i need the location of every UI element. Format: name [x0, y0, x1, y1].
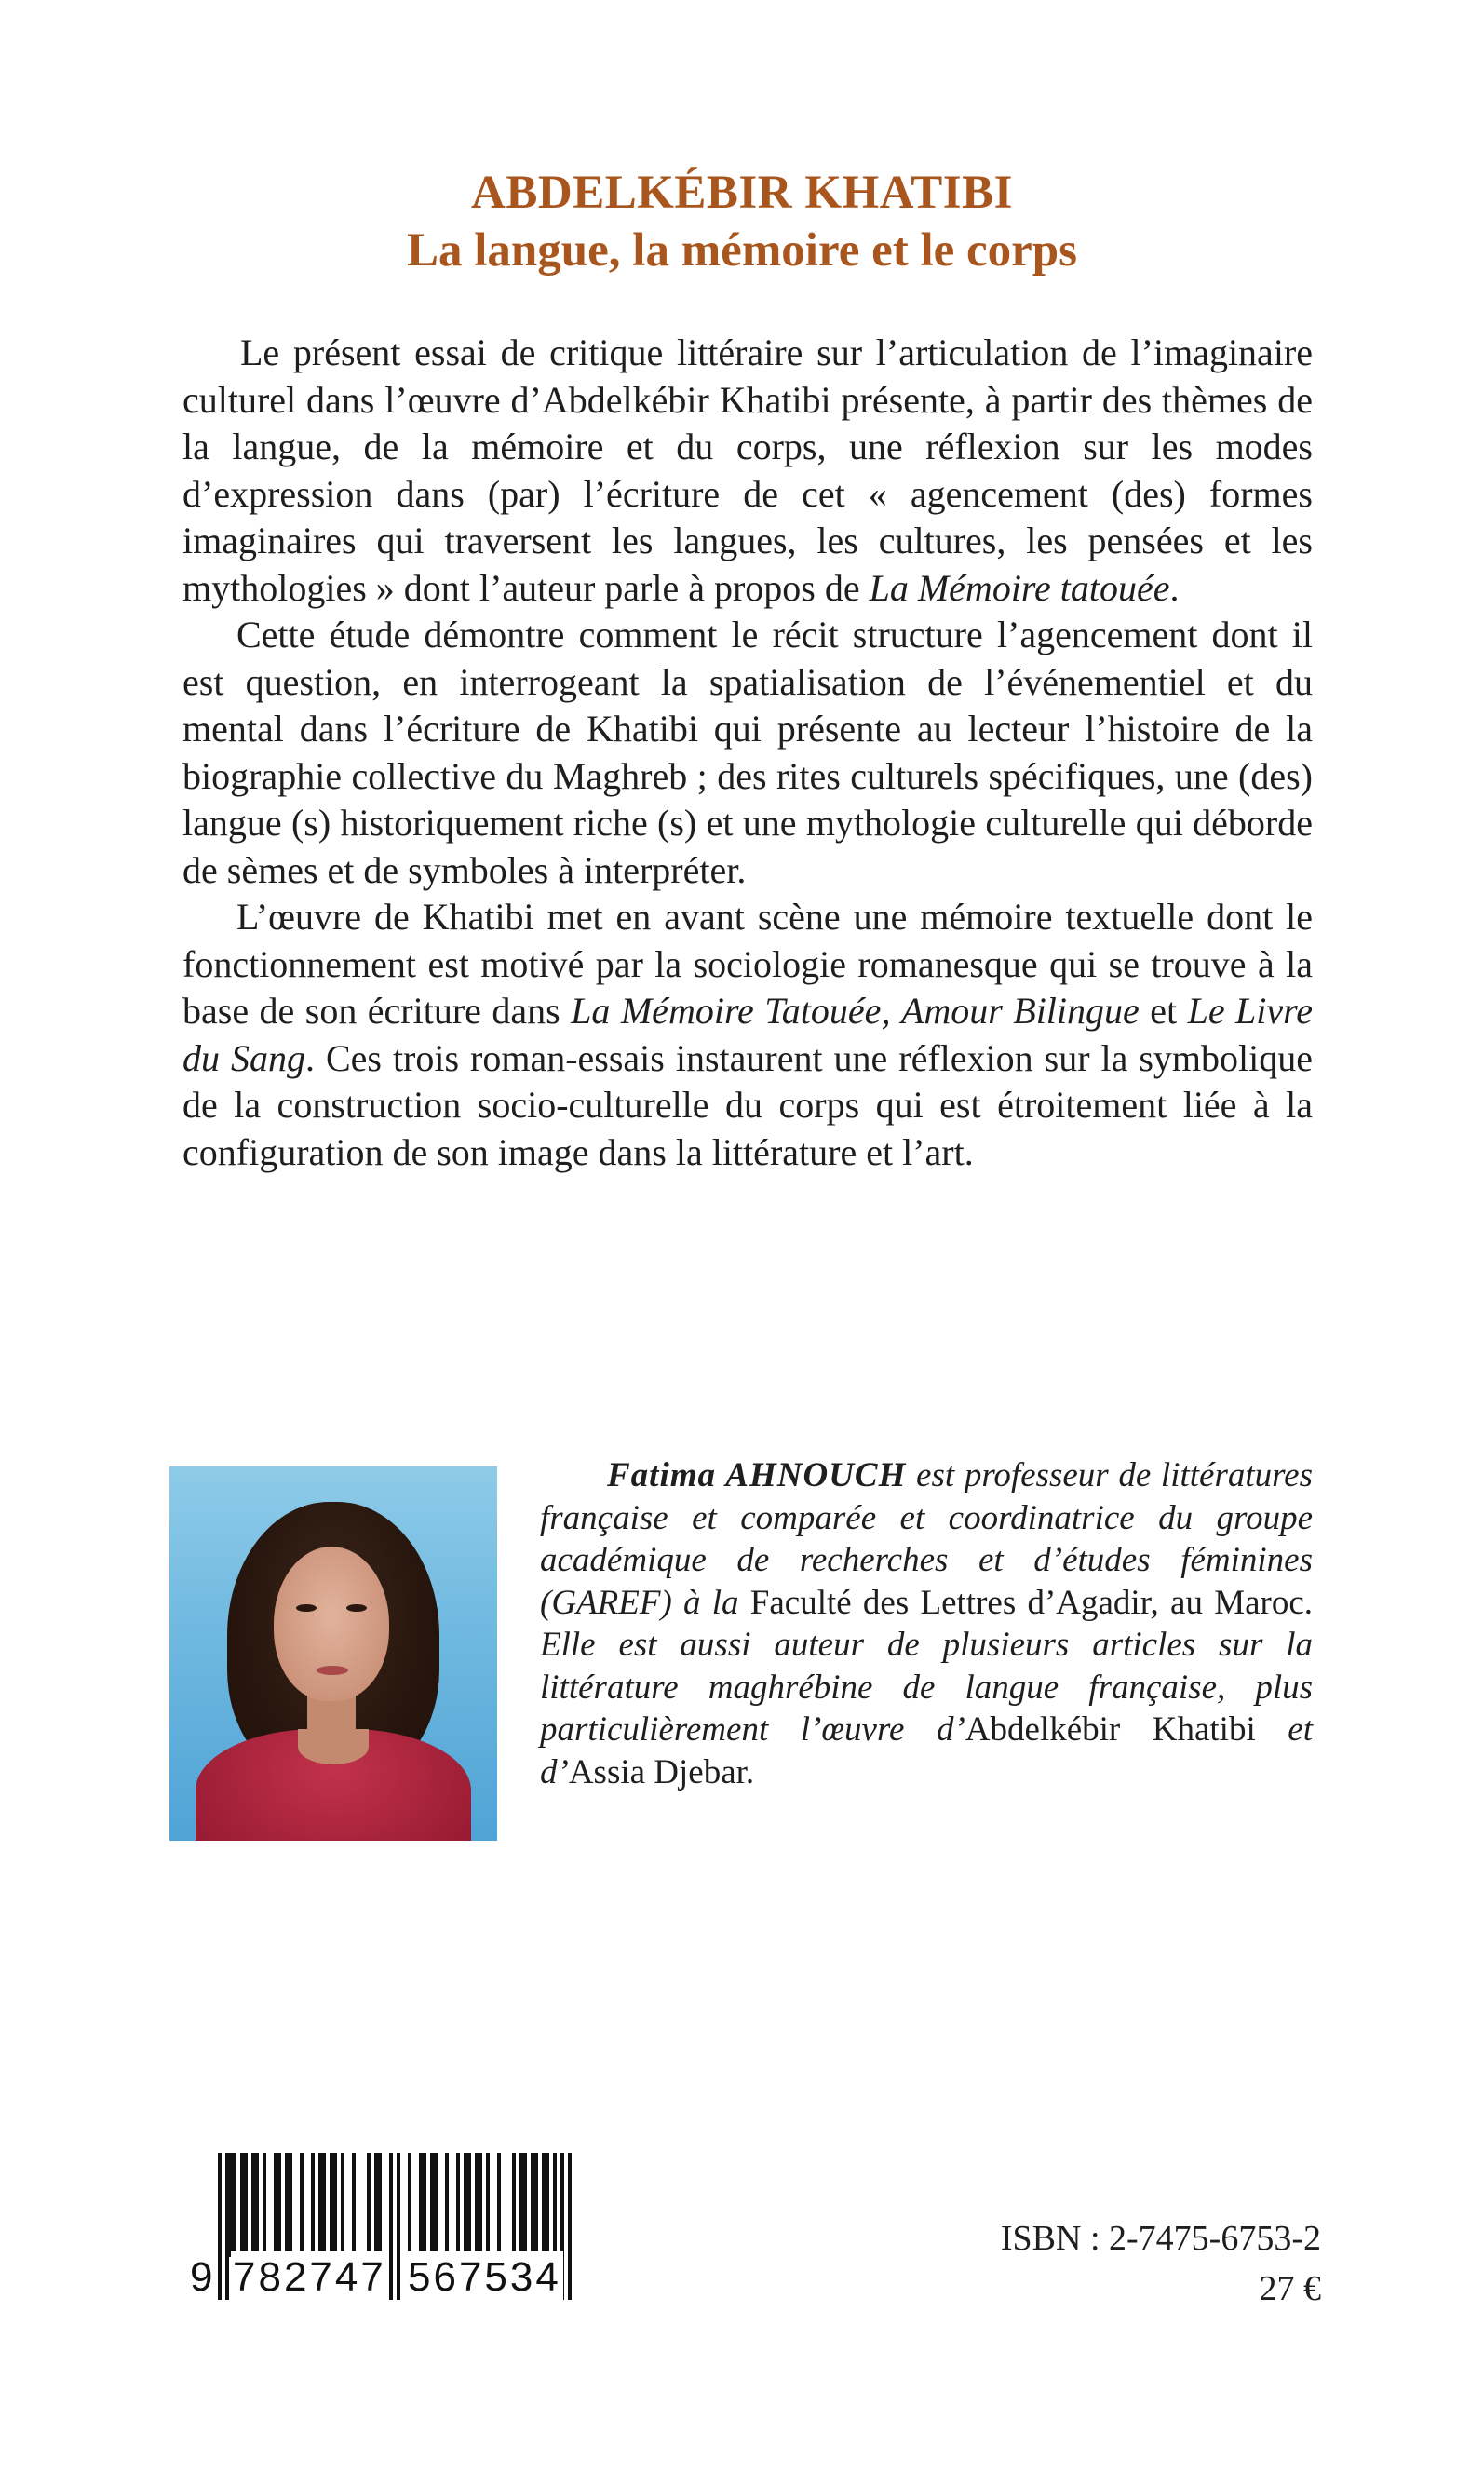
barcode-number	[190, 2246, 581, 2307]
author-photo	[169, 1466, 497, 1841]
barcode-group-2: 567534	[406, 2251, 563, 2304]
summary-paragraph-1: Le présent essai de critique littéraire sur l’articulation de l’imaginaire culturel dans l’œuvre d’Abdelkébir Khatibi présente, à partir des thèmes de la langue, de la mémoire et du corps, une réflexion sur les modes d’expression dans (par) l’écriture de cet « agencement (des) formes imaginaires qui traversent les langues, les cultures, les pensées et les mythologies » dont l’auteur parle à propos de La Mémoire tatouée.	[182, 331, 1313, 609]
author-bio-paragraph	[540, 1454, 1313, 1793]
subtitle-heading: La langue, la mémoire et le corps	[406, 224, 1077, 277]
summary-text	[182, 330, 1313, 1176]
author-heading: ABDELKÉBIR KHATIBI	[471, 167, 1013, 219]
book-title	[0, 164, 1484, 279]
price: 27 €	[1259, 2269, 1321, 2308]
barcode-first-digit: 9	[186, 2251, 216, 2304]
isbn-number: ISBN : 2-7475-6753-2	[1000, 2219, 1321, 2258]
summary-paragraph-3: L’œuvre de Khatibi met en avant scène une mémoire textuelle dont le fonctionnement est motivé par la sociologie romanesque qui se trouve à la base de son écriture dans La Mémoire Tatouée, Amour Bilingue et Le Livre du Sang. Ces trois roman-essais instaurent une réflexion sur la symbolique de la construction socio-culturelle du corps qui est étroitement liée à la configuration de son image dans la littérature et l’art.	[182, 896, 1314, 1173]
barcode-group-1: 782747	[231, 2251, 388, 2304]
author-bio-text: est professeur de littératures française et comparée et coordinatrice du groupe académique de recherches et d’études féminines (GAREF) à la Faculté des Lettres d’Agadir, au Maroc. Elle est aussi auteur de plusieurs articles sur la littérature maghrébine de langue française, plus particulièrement l’œuvre d’Abdelkébir Khatibi et d’Assia Djebar.	[540, 1456, 1314, 1791]
author-bio	[540, 1454, 1313, 1793]
author-name: Fatima AHNOUCH	[607, 1456, 907, 1494]
summary-paragraph-2: Cette étude démontre comment le récit structure l’agencement dont il est question, en interrogeant la spatialisation de l’événementiel et du mental dans l’écriture de Khatibi qui présente au lecteur l’histoire de la biographie collective du Maghreb ; des rites culturels spécifiques, une (des) langue (s) historiquement riche (s) et une mythologie culturelle qui déborde de sèmes et de symboles à interpréter.	[182, 614, 1313, 891]
